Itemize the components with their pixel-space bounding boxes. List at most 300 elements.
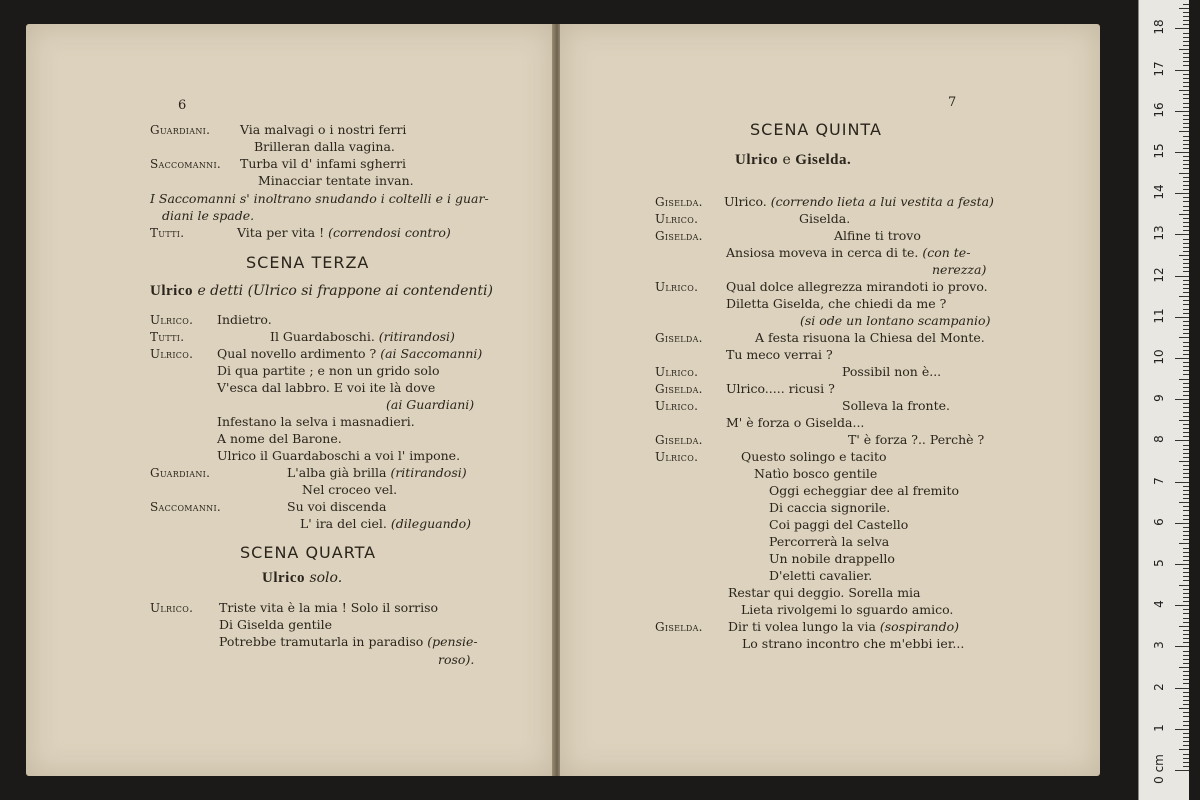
verse-line: Nel croceo vel. (302, 482, 398, 497)
ruler-tick (1183, 737, 1189, 738)
ruler-tick (1183, 630, 1189, 631)
ruler-tick (1183, 494, 1189, 495)
ruler-tick (1183, 490, 1189, 491)
ruler-tick (1183, 601, 1189, 602)
ruler-tick (1183, 288, 1189, 289)
verse-line: Lieta rivolgemi lo sguardo amico. (741, 602, 954, 617)
ruler-tick (1175, 646, 1189, 647)
verse-line: Un nobile drappello (769, 551, 895, 566)
ruler-tick (1183, 168, 1189, 169)
speaker-label: Ulrico. (655, 399, 699, 413)
ruler-tick (1183, 177, 1189, 178)
ruler-tick (1179, 420, 1189, 421)
ruler-tick (1183, 74, 1189, 75)
ruler-tick (1183, 189, 1189, 190)
ruler-tick (1183, 350, 1189, 351)
ruler-tick (1183, 725, 1189, 726)
ruler-tick (1183, 53, 1189, 54)
ruler-tick (1183, 346, 1189, 347)
ruler-tick (1183, 745, 1189, 746)
ruler-tick (1183, 506, 1189, 507)
ruler-number: 4 (1152, 600, 1166, 609)
ruler-tick (1183, 552, 1189, 553)
ruler-number: 7 (1152, 476, 1166, 485)
ruler-tick (1175, 523, 1189, 524)
ruler-tick (1183, 589, 1189, 590)
speaker-label: Giselda. (655, 331, 703, 345)
stage-direction: (ai Saccomanni) (380, 346, 483, 361)
character-name: Giselda. (795, 152, 852, 168)
ruler-tick (1183, 362, 1189, 363)
ruler-tick (1179, 543, 1189, 544)
ruler-tick (1183, 222, 1189, 223)
ruler-tick (1183, 597, 1189, 598)
ruler-tick (1183, 531, 1189, 532)
ruler-tick (1183, 354, 1189, 355)
scene-title-quinta: SCENA QUINTA (750, 120, 882, 139)
verse-line: Ulrico..... ricusi ? (726, 381, 835, 396)
ruler-tick (1183, 642, 1189, 643)
page-number-left: 6 (178, 98, 187, 113)
ruler-tick (1175, 317, 1189, 318)
measuring-ruler (1138, 0, 1189, 800)
ruler-tick (1183, 86, 1189, 87)
ruler-tick (1183, 560, 1189, 561)
ruler-tick (1183, 700, 1189, 701)
ruler-tick (1183, 263, 1189, 264)
ruler-tick (1175, 111, 1189, 112)
ruler-tick (1183, 416, 1189, 417)
verse-line: Indietro. (217, 312, 272, 327)
ruler-tick (1183, 473, 1189, 474)
speaker-label: Tutti. (150, 226, 185, 240)
ruler-tick (1183, 292, 1189, 293)
page-number-right: 7 (948, 95, 957, 110)
ruler-tick (1183, 716, 1189, 717)
ruler-tick (1183, 103, 1189, 104)
stage-direction: I Saccomanni s' inoltrano snudando i coltelli e i guar- (150, 191, 489, 206)
ruler-tick (1183, 329, 1189, 330)
speaker-label: Ulrico. (655, 450, 699, 464)
ruler-tick (1183, 333, 1189, 334)
ruler-tick (1179, 296, 1189, 297)
stage-direction: (ai Guardiani) (386, 397, 475, 412)
ruler-tick (1183, 428, 1189, 429)
ruler-tick (1183, 24, 1189, 25)
speaker-label: Giselda. (655, 620, 703, 634)
ruler-number: 5 (1152, 559, 1166, 567)
ruler-tick (1179, 8, 1189, 9)
ruler-tick (1183, 107, 1189, 108)
stage-direction: nerezza) (932, 262, 987, 277)
ruler-tick (1183, 671, 1189, 672)
verse-line: Su voi discenda (287, 499, 387, 514)
ruler-tick (1183, 239, 1189, 240)
ruler-tick (1183, 156, 1189, 157)
ruler-tick (1175, 193, 1189, 194)
ruler-tick (1183, 226, 1189, 227)
ruler-tick (1179, 502, 1189, 503)
ruler-tick (1179, 379, 1189, 380)
stage-direction: e detti (Ulrico si frappone ai contendenti) (197, 283, 493, 299)
speaker-label: Guardiani. (150, 466, 211, 480)
ruler-tick (1183, 342, 1189, 343)
ruler-tick (1183, 164, 1189, 165)
ruler-tick (1179, 461, 1189, 462)
verse-line: T' è forza ?.. Perchè ? (848, 432, 985, 447)
ruler-tick (1183, 721, 1189, 722)
ruler-tick (1175, 70, 1189, 71)
stage-direction: (pensie- (427, 634, 478, 649)
ruler-tick (1183, 201, 1189, 202)
ruler-tick (1183, 477, 1189, 478)
ruler-tick (1183, 309, 1189, 310)
ruler-tick (1183, 576, 1189, 577)
character-name: Ulrico (735, 152, 778, 168)
ruler-tick (1175, 688, 1189, 689)
ruler-tick (1179, 337, 1189, 338)
ruler-tick (1183, 304, 1189, 305)
verse-line: V'esca dal labbro. E voi ite là dove (217, 380, 436, 395)
scene-title-quarta: SCENA QUARTA (240, 543, 377, 562)
ruler-tick (1183, 37, 1189, 38)
ruler-tick (1183, 568, 1189, 569)
ruler-tick (1183, 692, 1189, 693)
ruler-tick (1183, 683, 1189, 684)
verse-line: L' ira del ciel. (dileguando) (300, 516, 472, 531)
ruler-tick (1183, 78, 1189, 79)
ruler-number: 13 (1152, 225, 1166, 242)
verse-line: M' è forza o Giselda... (726, 415, 865, 430)
ruler-tick (1183, 655, 1189, 656)
verse-line: Di qua partite ; e non un grido solo (217, 363, 440, 378)
ruler-tick (1183, 556, 1189, 557)
speaker-label: Ulrico. (655, 212, 699, 226)
ruler-number: 9 (1152, 394, 1166, 403)
ruler-tick (1183, 663, 1189, 664)
stage-direction: (sospirando) (879, 619, 960, 634)
verse-line: L'alba già brilla (ritirandosi) (287, 465, 467, 480)
ruler-tick (1183, 33, 1189, 34)
ruler-tick (1183, 465, 1189, 466)
speaker-label: Giselda. (655, 229, 703, 243)
verse-line: Questo solingo e tacito (741, 449, 887, 464)
speaker-label: Giselda. (655, 382, 703, 396)
ruler-tick (1183, 140, 1189, 141)
stage-direction: solo. (309, 570, 343, 586)
ruler-tick (1183, 412, 1189, 413)
verse-line: Coi paggi del Castello (769, 517, 909, 532)
character-name: Ulrico (150, 283, 193, 299)
ruler-tick (1183, 160, 1189, 161)
verse-line: Diletta Giselda, che chiedi da me ? (726, 296, 947, 311)
ruler-tick (1183, 181, 1189, 182)
ruler-tick (1183, 675, 1189, 676)
ruler-number: 1 (1152, 723, 1166, 732)
stage-direction: (correndosi contro) (328, 225, 451, 240)
ruler-tick (1179, 131, 1189, 132)
ruler-tick (1183, 527, 1189, 528)
ruler-tick (1179, 667, 1189, 668)
ruler-tick (1183, 387, 1189, 388)
character-name: Ulrico (262, 570, 305, 586)
verse-line: Natìo bosco gentile (754, 466, 878, 481)
ruler-tick (1183, 370, 1189, 371)
ruler-tick (1183, 366, 1189, 367)
ruler-tick (1183, 453, 1189, 454)
ruler-number: 18 (1152, 19, 1166, 36)
ruler-number: 6 (1152, 517, 1166, 526)
ruler-tick (1183, 679, 1189, 680)
verse-line: Giselda. (799, 211, 851, 226)
speaker-label: Ulrico. (150, 347, 194, 361)
ruler-tick (1183, 424, 1189, 425)
ruler-tick (1183, 486, 1189, 487)
verse-line: Vita per vita ! (correndosi contro) (237, 225, 451, 240)
ruler-tick (1183, 127, 1189, 128)
ruler-tick (1183, 61, 1189, 62)
ruler-tick (1183, 391, 1189, 392)
ruler-tick (1183, 94, 1189, 95)
ruler-tick (1183, 185, 1189, 186)
verse-line: Ulrico il Guardaboschi a voi l' impone. (217, 448, 461, 463)
ruler-tick (1183, 259, 1189, 260)
verse-line: Lo strano incontro che m'ebbi ier... (742, 636, 965, 651)
ruler-tick (1183, 115, 1189, 116)
ruler-tick (1183, 519, 1189, 520)
ruler-number: 3 (1152, 641, 1166, 650)
verse-line: Percorrerà la selva (769, 534, 890, 549)
verse-line: Via malvagi o i nostri ferri (240, 122, 407, 137)
ruler-tick (1183, 432, 1189, 433)
scene-terza-characters (150, 283, 493, 300)
speaker-label: Giselda. (655, 195, 703, 209)
stage-direction: diani le spade. (162, 208, 255, 223)
ruler-tick (1183, 247, 1189, 248)
ruler-tick (1183, 651, 1189, 652)
ruler-tick (1183, 609, 1189, 610)
ruler-tick (1183, 123, 1189, 124)
stage-direction: (si ode un lontano scampanio) (800, 313, 991, 328)
ruler-tick (1183, 57, 1189, 58)
ruler-tick (1183, 618, 1189, 619)
ruler-number: 8 (1152, 435, 1166, 444)
ruler-tick (1183, 374, 1189, 375)
ruler-tick (1183, 498, 1189, 499)
scene-title-terza: SCENA TERZA (246, 253, 370, 272)
ruler-tick (1183, 20, 1189, 21)
verse-line: Qual dolce allegrezza mirandoti io provo. (726, 279, 988, 294)
ruler-number: 10 (1152, 349, 1166, 365)
ruler-tick (1183, 4, 1189, 5)
ruler-tick (1183, 197, 1189, 198)
speaker-label: Ulrico. (150, 313, 194, 327)
ruler-tick (1183, 271, 1189, 272)
ruler-tick (1183, 12, 1189, 13)
ruler-number: 17 (1152, 60, 1166, 77)
ruler-tick (1179, 626, 1189, 627)
ruler-tick (1175, 770, 1189, 771)
ruler-tick (1179, 708, 1189, 709)
speaker-label: Ulrico. (655, 280, 699, 294)
verse-line: D'eletti cavalier. (769, 568, 873, 583)
verse-line: Dir ti volea lungo la via (sospirando) (728, 619, 960, 634)
ruler-tick (1183, 280, 1189, 281)
ruler-tick (1183, 758, 1189, 759)
ruler-tick (1183, 300, 1189, 301)
ruler-tick (1183, 41, 1189, 42)
ruler-number: 12 (1152, 266, 1166, 283)
ruler-tick (1183, 613, 1189, 614)
ruler-tick (1183, 321, 1189, 322)
stage-direction: (con te- (922, 245, 971, 260)
ruler-tick (1183, 251, 1189, 252)
ruler-tick (1183, 638, 1189, 639)
ruler-tick (1183, 119, 1189, 120)
ruler-number: 16 (1152, 102, 1166, 118)
verse-line: A festa risuona la Chiesa del Monte. (755, 330, 985, 345)
speaker-label: Ulrico. (150, 601, 194, 615)
ruler-tick (1183, 313, 1189, 314)
ruler-tick (1183, 45, 1189, 46)
ruler-tick (1183, 741, 1189, 742)
ruler-tick (1179, 255, 1189, 256)
ruler-tick (1183, 548, 1189, 549)
ruler-tick (1183, 98, 1189, 99)
ruler-tick (1183, 593, 1189, 594)
ruler-tick (1183, 325, 1189, 326)
scene-quarta-characters (262, 570, 342, 587)
scene-quinta-characters (735, 152, 851, 169)
verse-line: Potrebbe tramutarla in paradiso (pensie- (219, 634, 478, 649)
ruler-tick (1179, 214, 1189, 215)
ruler-tick (1183, 210, 1189, 211)
verse-line: Minacciar tentate invan. (258, 173, 414, 188)
verse-line: Infestano la selva i masnadieri. (217, 414, 415, 429)
ruler-tick (1175, 605, 1189, 606)
ruler-tick (1183, 659, 1189, 660)
verse-line: Solleva la fronte. (842, 398, 950, 413)
ruler-tick (1183, 16, 1189, 17)
ruler-tick (1183, 407, 1189, 408)
ruler-tick (1183, 436, 1189, 437)
ruler-tick (1175, 358, 1189, 359)
ruler-tick (1179, 173, 1189, 174)
verse-line: Oggi echeggiar dee al fremito (769, 483, 960, 498)
verse-line: Restar qui deggio. Sorella mia (728, 585, 921, 600)
verse-line: Ansiosa moveva in cerca di te. (con te- (726, 245, 971, 260)
verse-line: Ulrico. (correndo lieta a lui vestita a festa) (724, 194, 994, 209)
ruler-tick (1183, 539, 1189, 540)
ruler-tick (1183, 535, 1189, 536)
ruler-number: 11 (1152, 308, 1166, 324)
ruler-tick (1183, 383, 1189, 384)
ruler-tick (1175, 482, 1189, 483)
ruler-tick (1179, 49, 1189, 50)
ruler-tick (1183, 136, 1189, 137)
ruler-tick (1183, 243, 1189, 244)
speaker-label: Ulrico. (655, 365, 699, 379)
ruler-tick (1183, 622, 1189, 623)
ruler-tick (1175, 234, 1189, 235)
ruler-tick (1183, 65, 1189, 66)
stage-direction: roso). (438, 652, 475, 667)
ruler-tick (1183, 754, 1189, 755)
ruler-tick (1183, 704, 1189, 705)
ruler-tick (1183, 762, 1189, 763)
verse-line: Possibil non è... (842, 364, 942, 379)
ruler-tick (1175, 729, 1189, 730)
verse-line: Di Giselda gentile (219, 617, 333, 632)
ruler-tick (1183, 515, 1189, 516)
ruler-number: 15 (1152, 143, 1166, 159)
ruler-tick (1183, 267, 1189, 268)
ruler-tick (1183, 403, 1189, 404)
stage-direction: (ritirandosi) (378, 329, 455, 344)
stage-direction: (dileguando) (390, 516, 472, 531)
ruler-tick (1179, 90, 1189, 91)
ruler-tick (1183, 395, 1189, 396)
ruler-tick (1183, 469, 1189, 470)
conjunction: e (782, 152, 791, 168)
speaker-label: Saccomanni. (150, 157, 222, 171)
ruler-tick (1183, 510, 1189, 511)
verse-line: Qual novello ardimento ? (ai Saccomanni) (217, 346, 483, 361)
ruler-tick (1175, 440, 1189, 441)
verse-line: Tu meco verrai ? (726, 347, 833, 362)
verse-line: Triste vita è la mia ! Solo il sorriso (219, 600, 439, 615)
ruler-tick (1183, 457, 1189, 458)
ruler-tick (1183, 696, 1189, 697)
ruler-tick (1175, 276, 1189, 277)
verse-line: Turba vil d' infami sgherri (240, 156, 406, 171)
ruler-tick (1183, 230, 1189, 231)
speaker-label: Saccomanni. (150, 500, 222, 514)
speaker-label: Tutti. (150, 330, 185, 344)
speaker-label: Giselda. (655, 433, 703, 447)
ruler-tick (1183, 634, 1189, 635)
stage-direction: (ritirandosi) (390, 465, 467, 480)
ruler-tick (1175, 399, 1189, 400)
speaker-label: Guardiani. (150, 123, 211, 137)
ruler-number: 2 (1152, 682, 1166, 691)
ruler-tick (1183, 712, 1189, 713)
verse-line: Di caccia signorile. (769, 500, 891, 515)
ruler-number: 14 (1152, 184, 1166, 200)
ruler-tick (1175, 152, 1189, 153)
ruler-tick (1183, 218, 1189, 219)
ruler-tick (1183, 572, 1189, 573)
ruler-tick (1183, 580, 1189, 581)
ruler-number: 0 cm (1152, 754, 1166, 784)
ruler-tick (1183, 144, 1189, 145)
stage-direction: (correndo lieta a lui vestita a festa) (770, 194, 994, 209)
ruler-tick (1183, 148, 1189, 149)
verse-line: Alfine ti trovo (834, 228, 921, 243)
ruler-tick (1175, 564, 1189, 565)
verse-line: A nome del Barone. (217, 431, 342, 446)
ruler-tick (1183, 206, 1189, 207)
verse-line: Il Guardaboschi. (ritirandosi) (270, 329, 455, 344)
ruler-tick (1183, 284, 1189, 285)
ruler-tick (1179, 749, 1189, 750)
ruler-tick (1179, 585, 1189, 586)
ruler-tick (1183, 445, 1189, 446)
ruler-tick (1183, 449, 1189, 450)
verse-line: Brilleran dalla vagina. (254, 139, 395, 154)
ruler-tick (1183, 82, 1189, 83)
ruler-tick (1183, 733, 1189, 734)
